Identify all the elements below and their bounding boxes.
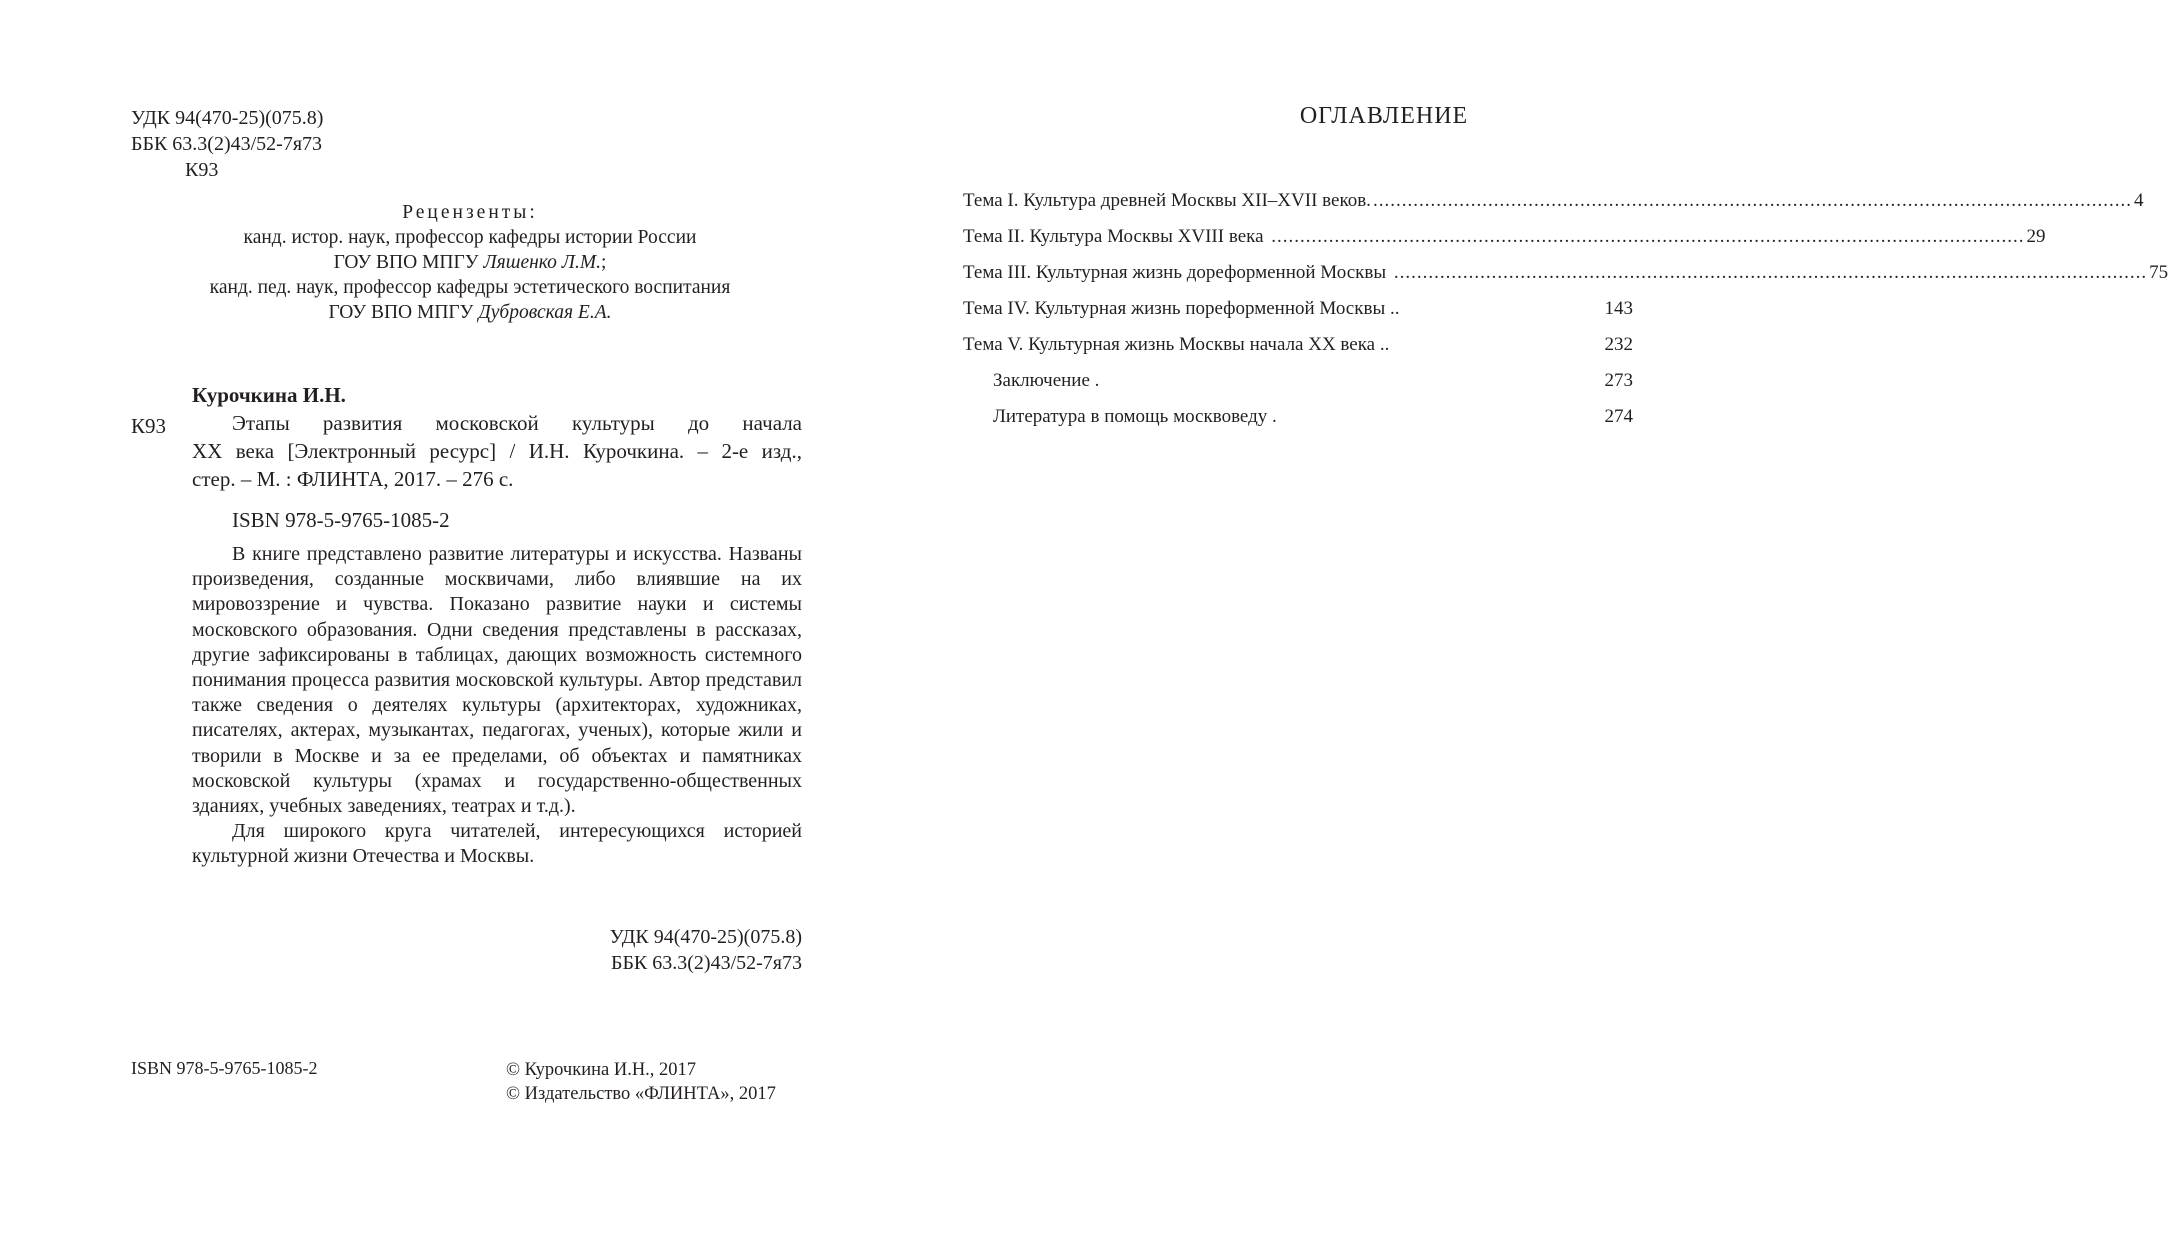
library-codes-bottom	[560, 924, 802, 976]
toc-item-label: Литература в помощь москвоведу .	[993, 406, 1277, 427]
bbk-code: ББК 63.3(2)43/52-7я73	[131, 133, 323, 155]
author-sign: К93	[185, 159, 219, 181]
toc-item-page: 273	[1604, 370, 1633, 391]
library-codes	[131, 105, 323, 183]
toc-item-page: 4	[2133, 190, 2144, 211]
reviewer-1-affiliation: ГОУ ВПО МПГУ Ляшенко Л.М.;	[333, 252, 607, 273]
toc-item[interactable]	[963, 190, 2144, 216]
bib-line-2: XX века [Электронный ресурс] / И.Н. Курочкина. – 2-е изд.,	[192, 439, 802, 463]
abstract	[192, 542, 802, 870]
toc-item[interactable]	[963, 298, 1633, 324]
abstract-paragraph-2: Для широкого круга читателей, интересующихся историей культурной жизни Отечества и Москвы.	[192, 820, 802, 868]
toc-item-page: 274	[1604, 406, 1633, 427]
right-page	[877, 0, 2168, 1240]
copyright-author: © Курочкина И.Н., 2017	[506, 1060, 697, 1080]
toc-item-label: Тема IV. Культурная жизнь пореформенной Москвы ..	[963, 298, 1400, 319]
author-name: Курочкина И.Н.	[192, 383, 346, 407]
reviewer-1-position: канд. истор. наук, профессор кафедры истории России	[243, 227, 697, 248]
bibliographic-description	[192, 409, 802, 493]
toc-title: ОГЛАВЛЕНИЕ	[1299, 103, 1469, 129]
toc-item[interactable]	[963, 262, 2168, 288]
reviewer-2-name: Дубровская Е.А.	[478, 302, 612, 323]
copyright-publisher: © Издательство «ФЛИНТА», 2017	[506, 1084, 776, 1104]
toc-leader-dots: ...................................................................................................................................	[1265, 226, 2025, 247]
bib-line-3: стер. – М. : ФЛИНТА, 2017. – 276 с.	[192, 467, 514, 491]
reviewer-2-position: канд. пед. наук, профессор кафедры эстетического воспитания	[209, 277, 731, 298]
udk-code-bottom: УДК 94(470-25)(075.8)	[609, 926, 802, 948]
abstract-paragraph-1: В книге представлено развитие литературы и искусства. Названы произведения, созданные москвичами, либо влиявшие на их мировоззрение и чувства. Показано развитие науки и системы московского образования. Одни сведения представлены в рассказах, другие зафиксированы в таблицах, дающих возможность системного понимания процесса развития московской культуры. Автор представил также сведения о деятелях культуры (архитекторах, художниках, писателях, актерах, музыкантах, педагогах, ученых), которые жили и творили в Москве и за ее пределами, об объектах и памятниках московской культуры (храмах и государственно-общественных зданиях, учебных заведениях, театрах и т.д.).	[192, 543, 802, 818]
isbn: ISBN 978-5-9765-1085-2	[232, 508, 450, 532]
toc-item-label: Заключение .	[993, 370, 1100, 391]
toc-item-label: Тема V. Культурная жизнь Москвы начала XX века ..	[963, 334, 1390, 355]
toc-item-label: Тема III. Культурная жизнь дореформенной Москвы	[963, 262, 1387, 283]
toc-item-page: 232	[1604, 334, 1633, 355]
reviewer-1-name: Ляшенко Л.М.	[483, 252, 601, 273]
toc-item-page: 143	[1604, 298, 1633, 319]
toc-item-page: 29	[2026, 226, 2046, 247]
reviewer-2-affiliation: ГОУ ВПО МПГУ Дубровская Е.А.	[328, 302, 612, 323]
toc-item-label: Тема II. Культура Москвы XVIII века	[963, 226, 1264, 247]
toc-leader-dots: ....................................................................................................................................	[1372, 190, 2132, 211]
bbk-code-bottom: ББК 63.3(2)43/52-7я73	[610, 952, 802, 974]
reviewers-title: Рецензенты:	[402, 202, 538, 223]
toc-item[interactable]	[963, 334, 1633, 360]
reviewers-block	[150, 200, 790, 325]
toc-item[interactable]	[963, 406, 1633, 432]
bib-line-1: Этапы развития московской культуры до начала	[232, 411, 802, 435]
toc-item-label: Тема I. Культура древней Москвы XII–XVII веков.	[963, 190, 1371, 211]
toc-item[interactable]	[963, 370, 1633, 396]
toc-leader-dots: ...................................................................................................................................	[1388, 262, 2148, 283]
left-page	[0, 0, 877, 1240]
udk-code: УДК 94(470-25)(075.8)	[131, 107, 324, 129]
isbn-bottom: ISBN 978-5-9765-1085-2	[131, 1058, 318, 1078]
author-sign-side: К93	[131, 414, 167, 438]
toc-item-page: 75	[2149, 262, 2168, 283]
toc-item[interactable]	[963, 226, 2046, 252]
copyright-block	[506, 1058, 776, 1106]
